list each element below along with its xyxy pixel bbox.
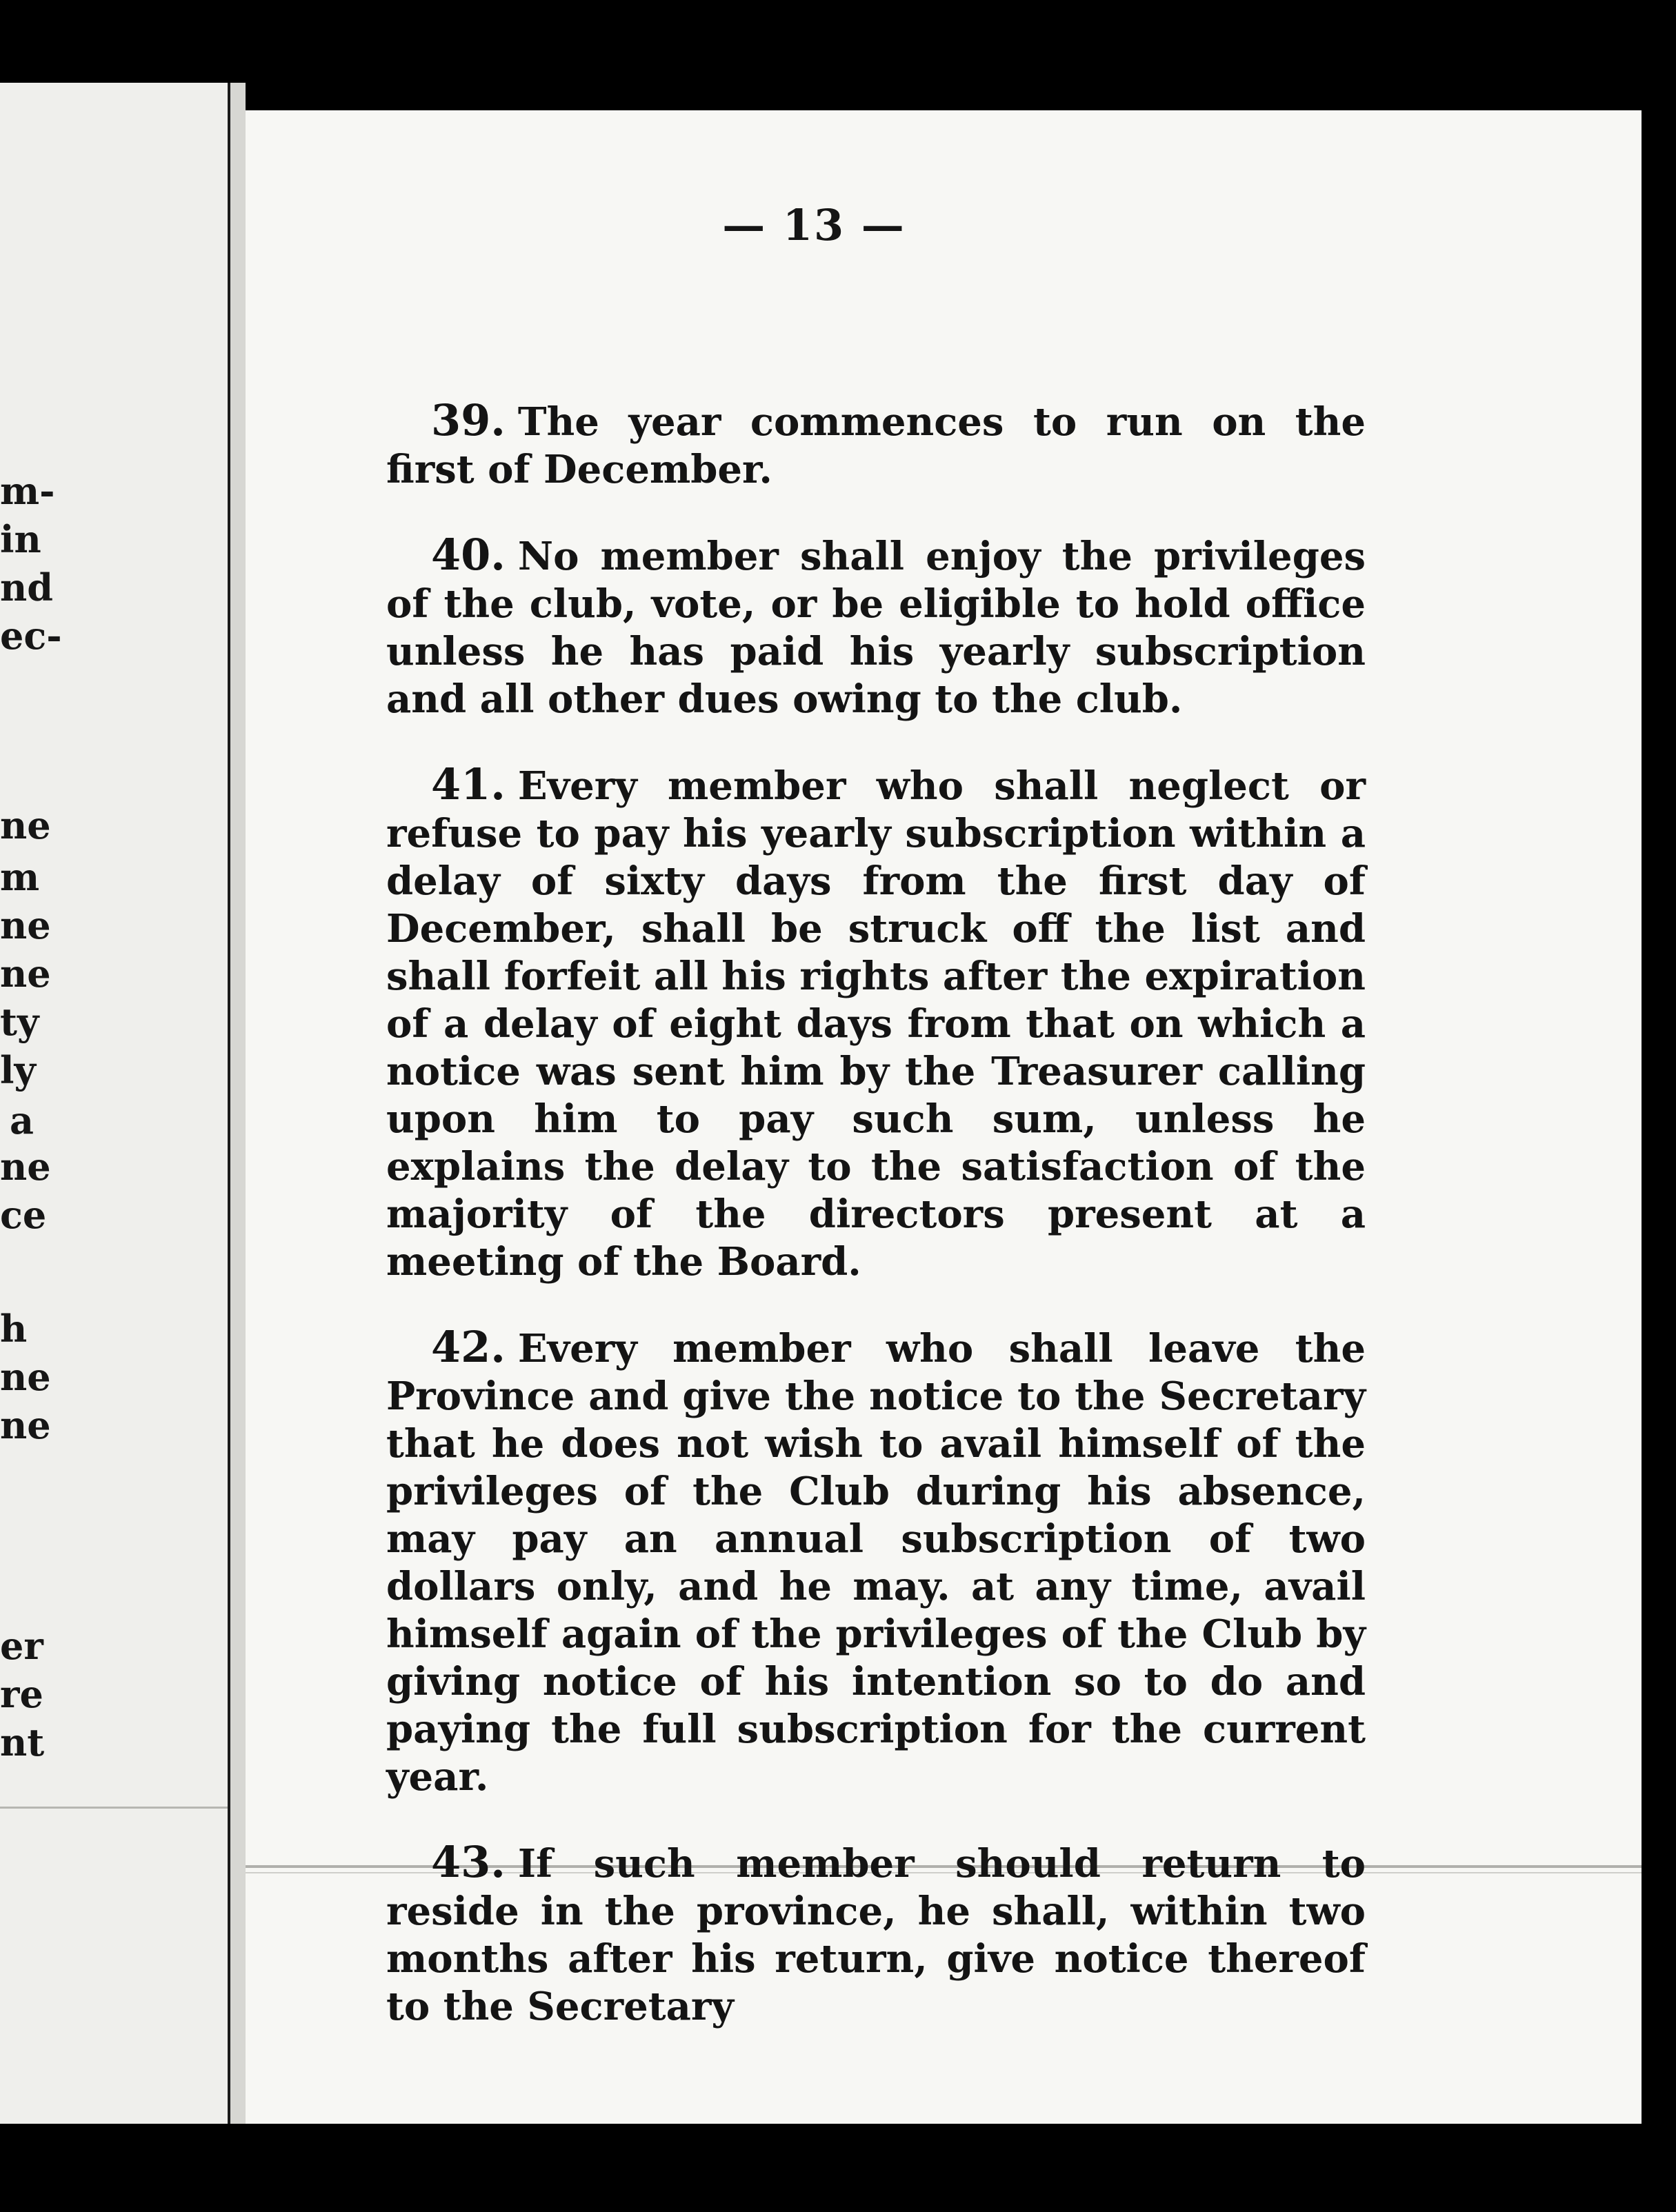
article-text: The year commences to run on the first of December. [386,399,1366,492]
article-number: 40. [431,530,506,580]
left-page-fragment: ly [0,1048,36,1092]
left-page-fragment: m [0,855,40,899]
left-page-fragment: ne [0,952,51,996]
article-number: 43. [431,1837,506,1887]
left-page-fragment: re [0,1672,43,1716]
article-text: If such member should return to reside in the province, he shall, within two months after his return, give notice thereof to the Secretary [386,1841,1366,2029]
left-page-fragment: ne [0,1403,51,1447]
left-page-fragment: ne [0,1355,51,1399]
bylaws-text [386,396,1366,2068]
left-page-fragment: ne [0,1145,51,1189]
left-page-fragment: er [0,1624,43,1668]
left-page-fragment: ne [0,903,51,947]
article-text: Every member who shall leave the Province and give the notice to the Secretary that he does not wish to avail himself of the privileges of the Club during his absence, may pay an annual subscription of two dollars only, and he may. at any time, avail himself again of the privileges of the Club by giving notice of his intention so to do and paying the full subscription for the current year. [386,1326,1366,1800]
article-number: 42. [431,1322,506,1372]
article-41 [386,761,1366,1286]
left-page [0,83,230,2124]
page-number: — 13 — [722,200,906,250]
left-page-fragment: nd [0,565,54,610]
left-page-fragment: h [0,1307,28,1351]
left-page-fragment: ne [0,803,51,847]
article-number: 41. [431,759,506,810]
left-page-fragment: nt [0,1720,45,1764]
left-page-fragment: in [0,517,41,561]
article-42 [386,1323,1366,1801]
article-39 [386,396,1366,494]
book-gutter [230,83,246,2124]
article-text: Every member who shall neglect or refuse to pay his yearly subscription within a delay of sixty days from the first day of December, shall be struck off the list and shall forfeit all his rights after the expiration of a delay of eight days from that on which a notice was sent him by the Treasurer calling upon him to pay such sum, unless he explains the delay to the satisfaction of the majority of the directors present at a meeting of the Board. [386,763,1366,1285]
article-40 [386,531,1366,723]
left-page-fragment: ty [0,1000,39,1044]
left-page-fragment: ce [0,1193,47,1237]
article-43 [386,1838,1366,2031]
left-page-fragment: a [10,1098,34,1143]
article-text: No member shall enjoy the privileges of the club, vote, or be eligible to hold office unless he has paid his yearly subscription and all other dues owing to the club. [386,534,1366,722]
left-page-fragment: m- [0,469,55,513]
left-fold-line [0,1807,228,1809]
left-page-fragment: ec- [0,614,62,658]
article-number: 39. [431,395,506,445]
